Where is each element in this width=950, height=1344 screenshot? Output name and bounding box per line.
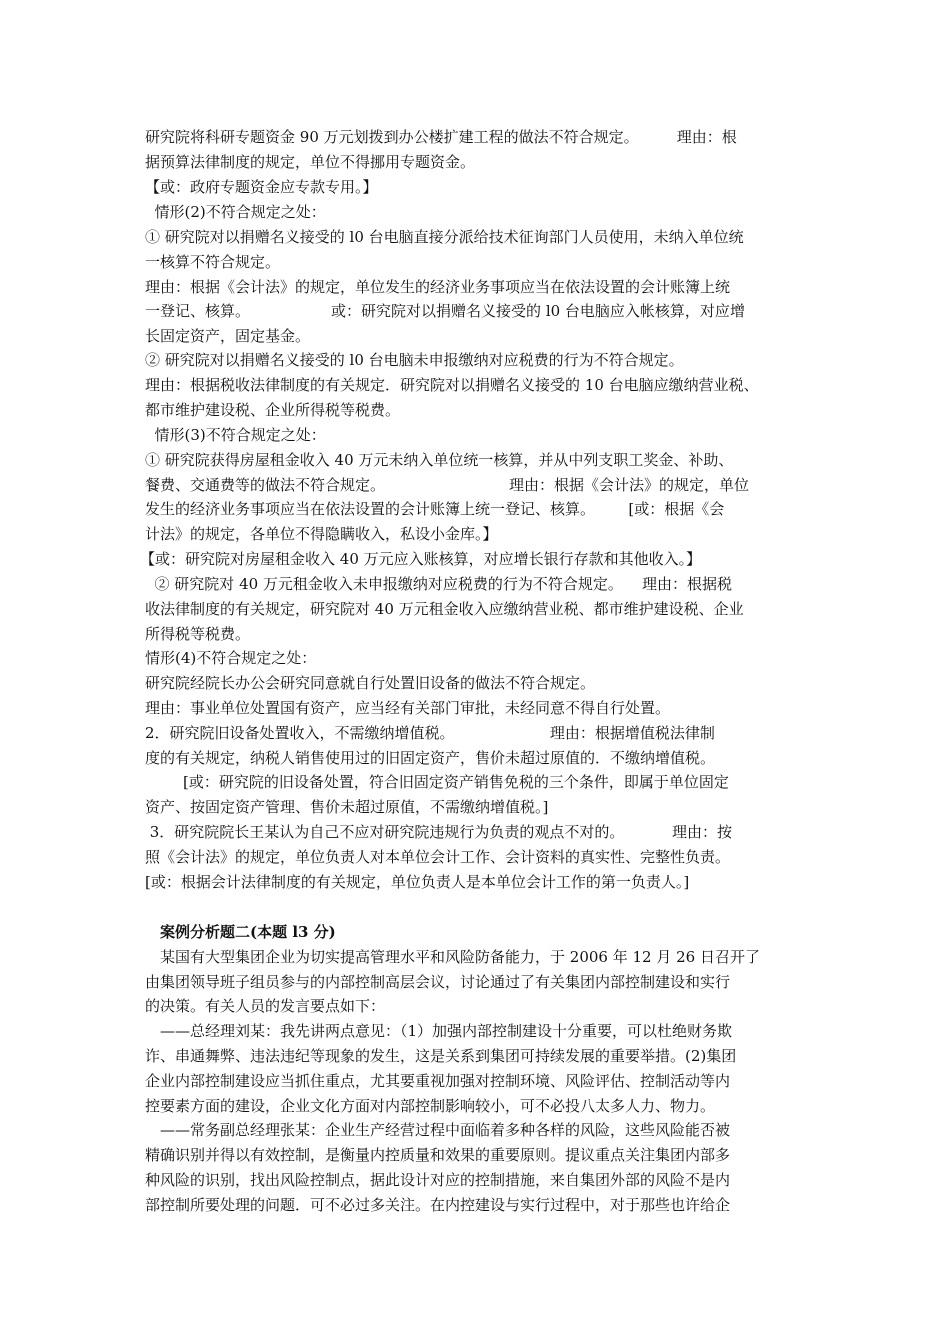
- text-line: 情形(3)不符合规定之处：: [145, 426, 326, 444]
- text-line: 资产、按固定资产管理、售价未超过原值，不需缴纳增值税。]: [145, 798, 549, 816]
- text-line: ① 研究院对以捐赠名义接受的 l0 台电脑直接分派给技术征询部门人员使用，未纳入单位统: [145, 228, 744, 246]
- text-line: 研究院经院长办公会研究同意就自行处置旧设备的做法不符合规定。: [145, 674, 596, 692]
- text-line: 收法律制度的有关规定，研究院对 40 万元租金收入应缴纳营业税、都市维护建设税、企业: [145, 600, 744, 618]
- text-line: 所得税等税费。: [145, 625, 251, 643]
- text-line: 餐费、交通费等的做法不符合规定。 理由：根据《会计法》的规定，单位: [145, 476, 749, 494]
- text-line: 2．研究院旧设备处置收入，不需缴纳增值税。 理由：根据增值税法律制: [145, 724, 715, 742]
- text-line: 企业内部控制建设应当抓住重点，尤其要重视加强对控制环境、风险评估、控制活动等内: [145, 1072, 731, 1090]
- text-line: 精确识别并得以有效控制，是衡量内控质量和效果的重要原则。提议重点关注集团内部多: [145, 1146, 731, 1164]
- text-line: 情形(2)不符合规定之处：: [145, 203, 326, 221]
- text-line: ② 研究院对 40 万元租金收入未申报缴纳对应税费的行为不符合规定。 理由：根据税: [145, 575, 733, 593]
- text-line: [或：根据会计法律制度的有关规定，单位负责人是本单位会计工作的第一负责人。]: [145, 873, 690, 891]
- text-line: 【或：政府专题资金应专款专用。】: [145, 178, 378, 196]
- text-line: 的决策。有关人员的发言要点如下：: [145, 997, 386, 1015]
- text-line: 都市维护建设税、企业所得税等税费。: [145, 401, 401, 419]
- text-line: 理由：事业单位处置国有资产，应当经有关部门审批，未经同意不得自行处置。: [145, 699, 671, 717]
- section-heading: 案例分析题二(本题 l3 分): [160, 923, 336, 941]
- text-line: 某国有大型集团企业为切实提高管理水平和风险防备能力，于 2006 年 12 月 26 日召开了: [160, 948, 760, 966]
- text-line: 理由：根据《会计法》的规定，单位发生的经济业务事项应当在依法设置的会计账簿上统: [145, 278, 731, 296]
- text-line: 理由：根据税收法律制度的有关规定．研究院对以捐赠名义接受的 10 台电脑应缴纳营业税、: [145, 376, 759, 394]
- text-line: 种风险的识别，找出风险控制点，据此设计对应的控制措施，来自集团外部的风险不是内: [145, 1171, 731, 1189]
- text-line: 计法》的规定，各单位不得隐瞒收入，私设小金库。】: [145, 525, 498, 543]
- text-line: 照《会计法》的规定，单位负责人对本单位会计工作、会计资料的真实性、完整性负责。: [145, 848, 731, 866]
- text-line: 研究院将科研专题资金 90 万元划拨到办公楼扩建工程的做法不符合规定。 理由：根: [145, 128, 737, 146]
- text-line: 一核算不符合规定。: [145, 253, 281, 271]
- text-line: 【或：研究院对房屋租金收入 40 万元应入账核算，对应增长银行存款和其他收入。】: [140, 550, 702, 568]
- text-line: 由集团领导班子组员参与的内部控制高层会议，讨论通过了有关集团内部控制建设和实行: [145, 973, 731, 991]
- text-line: [或：研究院的旧设备处置，符合旧固定资产销售免税的三个条件，即属于单位固定: [183, 773, 729, 791]
- text-line: 一登记、核算。 或：研究院对以捐赠名义接受的 l0 台电脑应入帐核算，对应增: [145, 302, 745, 320]
- text-line: ① 研究院获得房屋租金收入 40 万元未纳入单位统一核算，并从中列支职工奖金、补助、: [145, 451, 734, 469]
- text-line: ——总经理刘某：我先讲两点意见：（1）加强内部控制建设十分重要，可以杜绝财务欺: [160, 1022, 733, 1040]
- text-line: 控要素方面的建设，企业文化方面对内部控制影响较小，可不必投八太多人力、物力。: [145, 1097, 716, 1115]
- text-line: 3．研究院院长王某认为自己不应对研究院违规行为负责的观点不对的。 理由：按: [145, 823, 732, 841]
- text-line: 发生的经济业务事项应当在依法设置的会计账簿上统一登记、核算。 [或：根据《会: [145, 500, 725, 518]
- text-line: 度的有关规定，纳税人销售使用过的旧固定资产，售价未超过原值的．不缴纳增值税。: [145, 749, 716, 767]
- text-line: 情形(4)不符合规定之处：: [145, 649, 317, 667]
- text-line: 诈、串通舞弊、违法违纪等现象的发生，这是关系到集团可持续发展的重要举措。(2)集团: [145, 1047, 737, 1065]
- text-line: ② 研究院对以捐赠名义接受的 l0 台电脑未申报缴纳对应税费的行为不符合规定。: [145, 351, 684, 369]
- text-line: 据预算法律制度的规定，单位不得挪用专题资金。: [145, 153, 476, 171]
- text-line: 部控制所要处理的问题．可不必过多关注。在内控建设与实行过程中，对于那些也许给企: [145, 1196, 731, 1214]
- text-line: 长固定资产，固定基金。: [145, 327, 311, 345]
- text-line: ——常务副总经理张某：企业生产经营过程中面临着多种各样的风险，这些风险能否被: [160, 1121, 731, 1139]
